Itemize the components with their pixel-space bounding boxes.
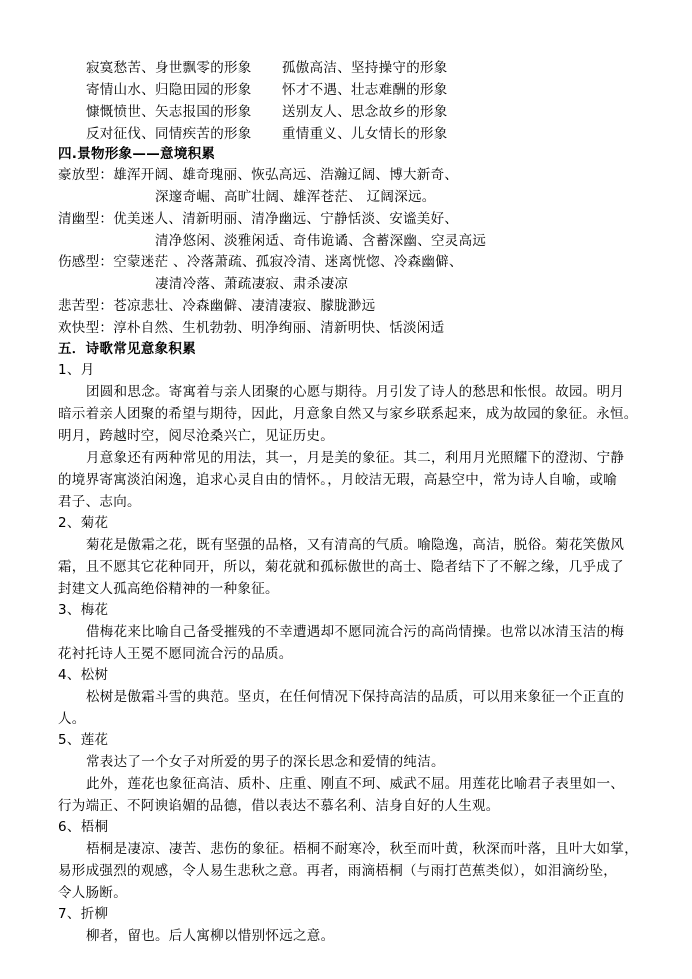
scenery-line: 深邃奇崛、高旷壮阔、雄浑苍茫、 辽阔深远。 — [155, 189, 436, 205]
image-type-2b: 怀才不遇、壮志难酬的形象 — [282, 82, 448, 98]
scenery-line: 豪放型：雄浑开阔、雄奇瑰丽、恢弘高远、浩瀚辽阔、博大新奇、 — [58, 167, 459, 183]
item-heading-parasol: 6、梧桐 — [58, 819, 109, 835]
item-heading-chrysanthemum: 2、菊花 — [58, 515, 109, 531]
paragraph-line: 松树是傲霜斗雪的典范。坚贞，在任何情况下保持高洁的品质，可以用来象征一个正直的 — [86, 689, 625, 705]
image-type-1a: 寂寞愁苦、身世飘零的形象 — [86, 60, 252, 76]
image-type-4b: 重情重义、儿女情长的形象 — [282, 126, 448, 142]
item-heading-lotus: 5、莲花 — [58, 732, 109, 748]
paragraph-line: 易形成强烈的观感，令人易生悲秋之意。再者，雨滴梧桐（与雨打芭蕉类似），如泪滴纷坠， — [58, 863, 618, 879]
paragraph-line: 月意象还有两种常见的用法，其一，月是美的象征。其二，利用月光照耀下的澄沏、宁静 — [86, 450, 625, 466]
paragraph-line: 借梅花来比喻自己备受摧残的不幸遭遇却不愿同流合污的高尚情操。也常以冰清玉洁的梅 — [86, 624, 625, 640]
image-type-1b: 孤傲高洁、坚持操守的形象 — [282, 60, 448, 76]
image-type-3b: 送别友人、思念故乡的形象 — [282, 104, 448, 120]
item-heading-willow: 7、折柳 — [58, 906, 109, 922]
item-heading-moon: 1、月 — [58, 362, 95, 378]
paragraph-line: 此外，莲花也象征高洁、质朴、庄重、刚直不珂、威武不屈。用莲花比喻君子表里如一、 — [86, 776, 625, 792]
scenery-line: 欢快型：淳朴自然、生机勃勃、明净绚丽、清新明快、恬淡闲适 — [58, 320, 445, 336]
paragraph-line: 明月，跨越时空，阅尽沧桑兴亡，见证历史。 — [58, 428, 334, 444]
paragraph-line: 暗示着亲人团聚的希望与期待，因此，月意象自然又与家乡联系起来，成为故园的象征。永恒。 — [58, 406, 638, 422]
image-type-2a: 寄情山水、归隐田园的形象 — [86, 82, 252, 98]
paragraph-line: 令人肠断。 — [58, 885, 127, 901]
scenery-line: 凄清冷落、萧疏凄寂、肃杀凄凉 — [155, 276, 349, 292]
paragraph-line: 霜，且不愿其它花种同开，所以，菊花就和孤标傲世的高士、隐者结下了不解之缘，几乎成了 — [58, 559, 624, 575]
image-type-4a: 反对征伐、同情疾苦的形象 — [86, 126, 252, 142]
paragraph-line: 常表达了一个女子对所爱的男子的深长思念和爱情的纯洁。 — [86, 754, 445, 770]
paragraph-line: 行为端正、不阿谀谄媚的品德，借以表达不慕名利、洁身自好的人生观。 — [58, 798, 500, 814]
paragraph-line: 花衬托诗人王冕不愿同流合污的品质。 — [58, 646, 293, 662]
scenery-line: 清净悠闲、淡雅闲适、奇伟诡谲、含蓄深幽、空灵高远 — [155, 233, 487, 249]
paragraph-line: 梧桐是凄凉、凄苦、悲伤的象征。梧桐不耐寒冷，秋至而叶黄，秋深而叶落，且叶大如掌， — [86, 841, 638, 857]
scenery-line: 清幽型：优美迷人、清新明丽、清净幽远、宁静恬淡、安谧美好、 — [58, 211, 459, 227]
paragraph-line: 人。 — [58, 711, 86, 727]
paragraph-line: 柳者，留也。后人寓柳以惜别怀远之意。 — [86, 928, 335, 944]
item-heading-pine: 4、松树 — [58, 667, 109, 683]
paragraph-line: 的境界寄寓淡泊闲逸，追求心灵自由的情怀。，月皎洁无瑕，高悬空中，常为诗人自喻，或喻 — [58, 472, 618, 488]
scenery-line: 悲苦型：苍凉悲壮、冷森幽僻、凄清凄寂、朦胧渺远 — [58, 298, 376, 314]
section-5-heading: 五．诗歌常见意象积累 — [58, 341, 196, 357]
paragraph-line: 团圆和思念。寄寓着与亲人团聚的心愿与期待。月引发了诗人的愁思和怅恨。故园。明月 — [86, 384, 625, 400]
paragraph-line: 菊花是傲霜之花，既有坚强的品格，又有清高的气质。喻隐逸，高洁，脱俗。菊花笑傲风 — [86, 537, 625, 553]
paragraph-line: 封建文人孤高绝俗精神的一种象征。 — [58, 581, 279, 597]
item-heading-plum: 3、梅花 — [58, 602, 109, 618]
image-type-3a: 慷慨愤世、矢志报国的形象 — [86, 104, 252, 120]
paragraph-line: 君子、志向。 — [58, 494, 141, 510]
section-4-heading: 四.景物形象——意境积累 — [58, 146, 216, 162]
scenery-line: 伤感型：空蒙迷茫 、冷落萧疏、孤寂冷清、迷离恍惚、冷森幽僻、 — [58, 254, 463, 270]
